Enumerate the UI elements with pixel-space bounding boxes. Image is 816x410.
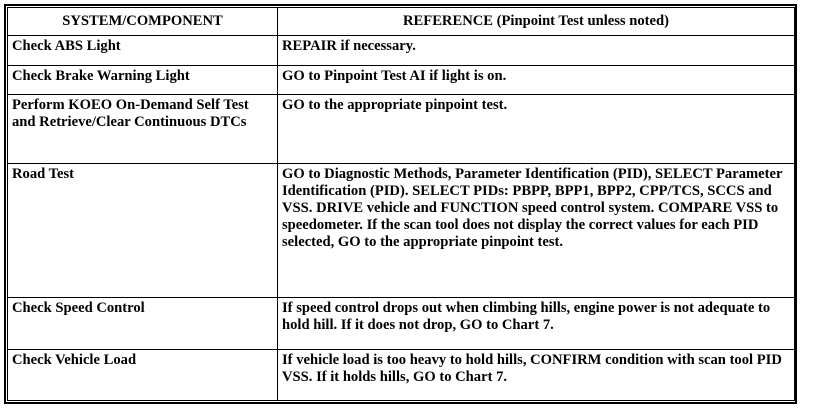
component-cell: Check Speed Control	[8, 298, 278, 349]
reference-cell: GO to the appropriate pinpoint test.	[278, 95, 795, 164]
component-cell: Road Test	[8, 164, 278, 298]
reference-cell: If vehicle load is too heavy to hold hills, CONFIRM condition with scan tool PID VSS. If it holds hills, GO to Chart 7.	[278, 349, 795, 400]
header-reference: REFERENCE (Pinpoint Test unless noted)	[278, 8, 795, 36]
table-row	[8, 164, 795, 298]
header-system-component: SYSTEM/COMPONENT	[8, 8, 278, 36]
component-cell: Check Vehicle Load	[8, 349, 278, 400]
table-row	[8, 65, 795, 94]
reference-cell: GO to Pinpoint Test AI if light is on.	[278, 65, 795, 94]
table-row	[8, 36, 795, 65]
header-row	[8, 8, 795, 36]
component-cell: Perform KOEO On-Demand Self Test and Retrieve/Clear Continuous DTCs	[8, 95, 278, 164]
reference-cell: GO to Diagnostic Methods, Parameter Identification (PID), SELECT Parameter Identification (PID). SELECT PIDs: PBPP, BPP1, BPP2, CPP/TCS, SCCS and VSS. DRIVE vehicle and FUNCTION speed control system. COMPARE VSS to speedometer. If the scan tool does not display the correct values for each PID selected, GO to the appropriate pinpoint test.	[278, 164, 795, 298]
reference-cell: REPAIR if necessary.	[278, 36, 795, 65]
table-row	[8, 298, 795, 349]
diagnostic-reference-table	[7, 7, 795, 401]
reference-cell: If speed control drops out when climbing hills, engine power is not adequate to hold hill. If it does not drop, GO to Chart 7.	[278, 298, 795, 349]
component-cell: Check ABS Light	[8, 36, 278, 65]
table-row	[8, 95, 795, 164]
component-cell: Check Brake Warning Light	[8, 65, 278, 94]
table-row	[8, 349, 795, 400]
